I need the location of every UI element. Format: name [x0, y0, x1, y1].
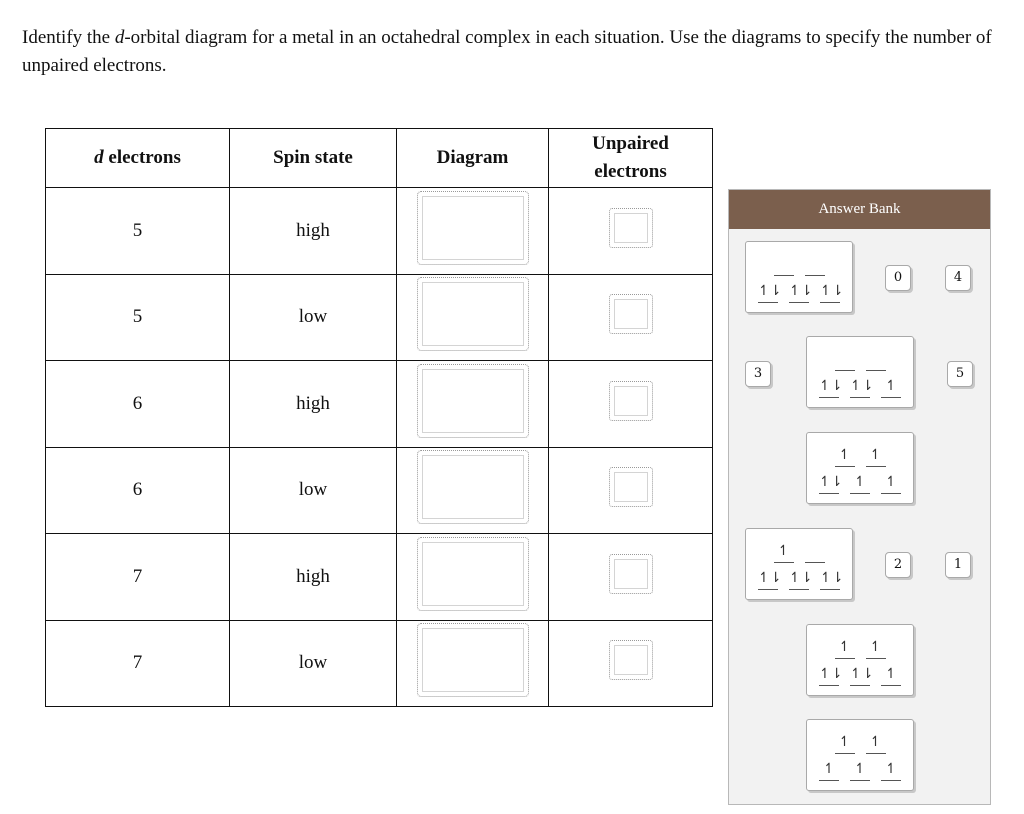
- single-electron-orbital: ↿: [866, 446, 886, 467]
- eg-orbital-row: [807, 638, 913, 659]
- single-electron-orbital: ↿: [881, 760, 901, 781]
- prompt-part-1: Identify the: [22, 27, 115, 48]
- diagram-tile[interactable]: [806, 432, 914, 504]
- diagram-tile[interactable]: [806, 336, 914, 408]
- d-electrons-cell: 7: [46, 534, 230, 621]
- diagram-drop-cell: [397, 534, 549, 621]
- table-row: [46, 361, 713, 448]
- paired-electrons-orbital: ↿⇂: [819, 473, 839, 494]
- single-electron-orbital: ↿: [881, 377, 901, 398]
- empty-orbital: [866, 350, 886, 371]
- paired-electrons-orbital: ↿⇂: [820, 569, 840, 590]
- unpaired-drop-cell: [549, 274, 713, 361]
- diagram-drop-cell: [397, 620, 549, 707]
- empty-orbital: [774, 255, 794, 276]
- single-electron-orbital: ↿: [881, 473, 901, 494]
- paired-electrons-orbital: ↿⇂: [850, 665, 870, 686]
- single-electron-orbital: ↿: [866, 733, 886, 754]
- single-electron-orbital: ↿: [835, 733, 855, 754]
- table-row: [46, 274, 713, 361]
- single-electron-orbital: ↿: [819, 760, 839, 781]
- t2g-orbital-row: [807, 665, 913, 686]
- d-electrons-cell: 6: [46, 361, 230, 448]
- spin-state-cell: low: [230, 447, 397, 534]
- diagram-drop-target[interactable]: [417, 623, 529, 697]
- empty-orbital: [835, 350, 855, 371]
- diagram-drop-target[interactable]: [417, 364, 529, 438]
- diagram-tile[interactable]: [745, 528, 853, 600]
- d-electrons-cell: 5: [46, 274, 230, 361]
- t2g-orbital-row: [807, 377, 913, 398]
- single-electron-orbital: ↿: [850, 760, 870, 781]
- single-electron-orbital: ↿: [835, 446, 855, 467]
- unpaired-drop-target[interactable]: [609, 381, 653, 421]
- t2g-orbital-row: [746, 282, 852, 303]
- single-electron-orbital: ↿: [850, 473, 870, 494]
- t2g-orbital-row: [807, 473, 913, 494]
- answer-bank-title: Answer Bank: [729, 190, 990, 229]
- number-tile[interactable]: 2: [885, 552, 911, 578]
- number-tile[interactable]: 0: [885, 265, 911, 291]
- table-row: [46, 534, 713, 621]
- diagram-tile[interactable]: [806, 624, 914, 696]
- paired-electrons-orbital: ↿⇂: [789, 569, 809, 590]
- number-tile[interactable]: 1: [945, 552, 971, 578]
- diagram-drop-cell: [397, 274, 549, 361]
- t2g-orbital-row: [746, 569, 852, 590]
- eg-orbital-row: [746, 255, 852, 276]
- unpaired-drop-cell: [549, 361, 713, 448]
- d-electrons-cell: 5: [46, 188, 230, 275]
- unpaired-drop-cell: [549, 188, 713, 275]
- diagram-drop-cell: [397, 361, 549, 448]
- paired-electrons-orbital: ↿⇂: [789, 282, 809, 303]
- spin-state-cell: low: [230, 620, 397, 707]
- diagram-tile[interactable]: [745, 241, 853, 313]
- question-prompt: [22, 24, 1002, 80]
- prompt-d-italic: d: [114, 27, 125, 48]
- diagram-tile[interactable]: [806, 719, 914, 791]
- diagram-drop-target[interactable]: [417, 277, 529, 351]
- spin-state-cell: high: [230, 361, 397, 448]
- paired-electrons-orbital: ↿⇂: [819, 665, 839, 686]
- header-d-electrons: d electrons: [46, 129, 230, 188]
- unpaired-drop-cell: [549, 534, 713, 621]
- paired-electrons-orbital: ↿⇂: [819, 377, 839, 398]
- table-header-row: [46, 129, 713, 188]
- single-electron-orbital: ↿: [774, 542, 794, 563]
- paired-electrons-orbital: ↿⇂: [758, 282, 778, 303]
- empty-orbital: [805, 255, 825, 276]
- diagram-drop-target[interactable]: [417, 537, 529, 611]
- number-tile[interactable]: 5: [947, 361, 973, 387]
- paired-electrons-orbital: ↿⇂: [758, 569, 778, 590]
- answer-table: [45, 128, 713, 707]
- table-row: [46, 447, 713, 534]
- answer-bank: [728, 189, 991, 805]
- header-d-italic: d: [94, 147, 104, 168]
- table-row: [46, 620, 713, 707]
- unpaired-drop-target[interactable]: [609, 554, 653, 594]
- table-row: [46, 188, 713, 275]
- spin-state-cell: low: [230, 274, 397, 361]
- diagram-drop-cell: [397, 188, 549, 275]
- unpaired-drop-target[interactable]: [609, 467, 653, 507]
- number-tile[interactable]: 4: [945, 265, 971, 291]
- eg-orbital-row: [807, 446, 913, 467]
- eg-orbital-row: [807, 350, 913, 371]
- header-diagram: Diagram: [397, 129, 549, 188]
- unpaired-drop-target[interactable]: [609, 294, 653, 334]
- empty-orbital: [805, 542, 825, 563]
- eg-orbital-row: [746, 542, 852, 563]
- paired-electrons-orbital: ↿⇂: [850, 377, 870, 398]
- single-electron-orbital: ↿: [866, 638, 886, 659]
- prompt-part-2: -orbital diagram for a metal in an octahedral complex in each situation. Use the diagrams to specify the number of unpaired electrons.: [22, 27, 992, 76]
- single-electron-orbital: ↿: [835, 638, 855, 659]
- paired-electrons-orbital: ↿⇂: [820, 282, 840, 303]
- spin-state-cell: high: [230, 534, 397, 621]
- unpaired-drop-target[interactable]: [609, 208, 653, 248]
- unpaired-drop-target[interactable]: [609, 640, 653, 680]
- diagram-drop-cell: [397, 447, 549, 534]
- eg-orbital-row: [807, 733, 913, 754]
- number-tile[interactable]: 3: [745, 361, 771, 387]
- spin-state-cell: high: [230, 188, 397, 275]
- single-electron-orbital: ↿: [881, 665, 901, 686]
- unpaired-drop-cell: [549, 447, 713, 534]
- d-electrons-cell: 7: [46, 620, 230, 707]
- header-unpaired: Unpaired electrons: [549, 129, 713, 188]
- header-spin-state: Spin state: [230, 129, 397, 188]
- t2g-orbital-row: [807, 760, 913, 781]
- diagram-drop-target[interactable]: [417, 450, 529, 524]
- diagram-drop-target[interactable]: [417, 191, 529, 265]
- d-electrons-cell: 6: [46, 447, 230, 534]
- unpaired-drop-cell: [549, 620, 713, 707]
